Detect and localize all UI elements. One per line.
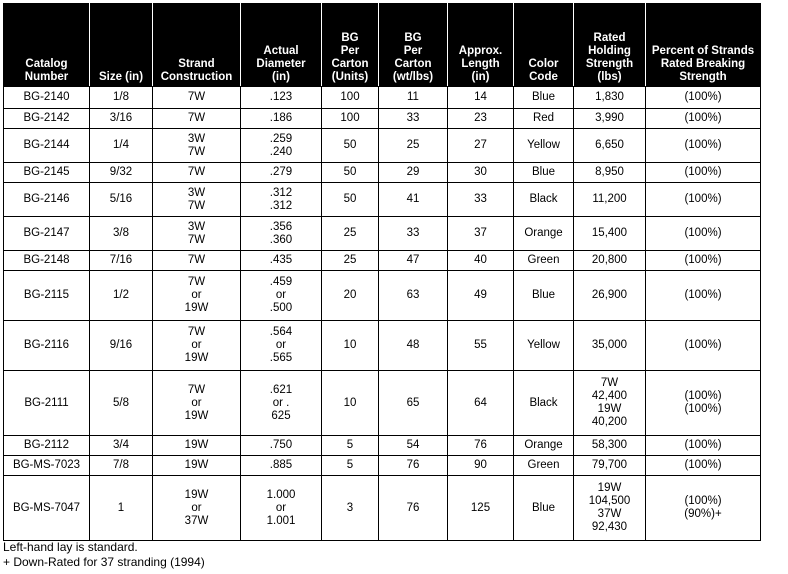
cell-weight-per-carton: 76 <box>379 476 448 541</box>
cell-size: 3/16 <box>90 109 153 129</box>
cell-actual-diameter: .459 or .500 <box>241 271 322 321</box>
cell-actual-diameter: .435 <box>241 251 322 271</box>
cell-units-per-carton: 10 <box>322 371 379 436</box>
cell-percent-breaking-strength: (100%) <box>646 321 761 371</box>
cell-weight-per-carton: 48 <box>379 321 448 371</box>
cell-weight-per-carton: 63 <box>379 271 448 321</box>
cell-units-per-carton: 20 <box>322 271 379 321</box>
cell-units-per-carton: 100 <box>322 109 379 129</box>
cell-percent-breaking-strength: (100%) <box>646 87 761 109</box>
cell-actual-diameter: .356 .360 <box>241 217 322 251</box>
cell-actual-diameter: .123 <box>241 87 322 109</box>
cell-rated-holding-strength: 79,700 <box>574 456 646 476</box>
cell-weight-per-carton: 33 <box>379 109 448 129</box>
cell-size: 1 <box>90 476 153 541</box>
cell-units-per-carton: 25 <box>322 251 379 271</box>
cell-strand-construction: 7W or 19W <box>153 371 241 436</box>
cell-catalog-number: BG-2144 <box>4 129 90 163</box>
header-actual-diameter: Actual Diameter (in) <box>241 4 322 87</box>
cell-catalog-number: BG-MS-7023 <box>4 456 90 476</box>
cell-color-code: Green <box>514 251 574 271</box>
cell-size: 9/32 <box>90 163 153 183</box>
cell-color-code: Yellow <box>514 129 574 163</box>
cell-color-code: Black <box>514 371 574 436</box>
header-rated-holding-strength: Rated Holding Strength (lbs) <box>574 4 646 87</box>
cell-rated-holding-strength: 7W 42,400 19W 40,200 <box>574 371 646 436</box>
cell-strand-construction: 7W <box>153 109 241 129</box>
cell-catalog-number: BG-2115 <box>4 271 90 321</box>
cell-strand-construction: 3W 7W <box>153 129 241 163</box>
cell-actual-diameter: .564 or .565 <box>241 321 322 371</box>
cell-approx-length: 30 <box>448 163 514 183</box>
cell-approx-length: 90 <box>448 456 514 476</box>
cell-units-per-carton: 100 <box>322 87 379 109</box>
table-header-row <box>4 4 761 87</box>
footnotes <box>3 540 205 570</box>
cell-strand-construction: 19W <box>153 456 241 476</box>
table-row <box>4 436 761 456</box>
cell-actual-diameter: .750 <box>241 436 322 456</box>
header-approx-length: Approx. Length (in) <box>448 4 514 87</box>
cell-actual-diameter: .279 <box>241 163 322 183</box>
cell-rated-holding-strength: 20,800 <box>574 251 646 271</box>
cell-size: 1/8 <box>90 87 153 109</box>
table-row <box>4 109 761 129</box>
cell-actual-diameter: 1.000 or 1.001 <box>241 476 322 541</box>
cell-color-code: Blue <box>514 476 574 541</box>
cell-units-per-carton: 5 <box>322 456 379 476</box>
cell-catalog-number: BG-2111 <box>4 371 90 436</box>
cell-rated-holding-strength: 35,000 <box>574 321 646 371</box>
table-row <box>4 217 761 251</box>
cell-approx-length: 23 <box>448 109 514 129</box>
cell-weight-per-carton: 25 <box>379 129 448 163</box>
cell-actual-diameter: .621 or . 625 <box>241 371 322 436</box>
cell-weight-per-carton: 76 <box>379 456 448 476</box>
cell-rated-holding-strength: 3,990 <box>574 109 646 129</box>
cell-actual-diameter: .186 <box>241 109 322 129</box>
cell-size: 1/4 <box>90 129 153 163</box>
table-row <box>4 183 761 217</box>
cell-units-per-carton: 50 <box>322 183 379 217</box>
cell-color-code: Black <box>514 183 574 217</box>
cell-units-per-carton: 5 <box>322 436 379 456</box>
cell-percent-breaking-strength: (100%) <box>646 217 761 251</box>
cell-percent-breaking-strength: (100%) (100%) <box>646 371 761 436</box>
table-body <box>4 87 761 541</box>
cell-strand-construction: 19W <box>153 436 241 456</box>
header-color-code: Color Code <box>514 4 574 87</box>
table-row <box>4 129 761 163</box>
cell-rated-holding-strength: 26,900 <box>574 271 646 321</box>
table-row <box>4 271 761 321</box>
table-row <box>4 321 761 371</box>
cell-approx-length: 125 <box>448 476 514 541</box>
footnote-lay: Left-hand lay is standard. <box>3 540 138 554</box>
cell-percent-breaking-strength: (100%) <box>646 109 761 129</box>
cell-color-code: Blue <box>514 87 574 109</box>
cell-rated-holding-strength: 15,400 <box>574 217 646 251</box>
cell-size: 3/8 <box>90 217 153 251</box>
header-weight-per-carton: BG Per Carton (wt/lbs) <box>379 4 448 87</box>
cell-color-code: Red <box>514 109 574 129</box>
strand-specifications-table <box>3 3 761 541</box>
table-row <box>4 476 761 541</box>
cell-approx-length: 37 <box>448 217 514 251</box>
cell-size: 5/16 <box>90 183 153 217</box>
cell-weight-per-carton: 33 <box>379 217 448 251</box>
cell-percent-breaking-strength: (100%) <box>646 456 761 476</box>
table-row <box>4 456 761 476</box>
cell-size: 1/2 <box>90 271 153 321</box>
cell-percent-breaking-strength: (100%) <box>646 271 761 321</box>
header-size: Size (in) <box>90 4 153 87</box>
cell-approx-length: 27 <box>448 129 514 163</box>
cell-rated-holding-strength: 19W 104,500 37W 92,430 <box>574 476 646 541</box>
cell-units-per-carton: 3 <box>322 476 379 541</box>
cell-size: 7/16 <box>90 251 153 271</box>
cell-approx-length: 49 <box>448 271 514 321</box>
cell-catalog-number: BG-2148 <box>4 251 90 271</box>
header-percent-breaking-strength: Percent of Strands Rated Breaking Strength <box>646 4 761 87</box>
table-row <box>4 163 761 183</box>
cell-catalog-number: BG-2140 <box>4 87 90 109</box>
cell-catalog-number: BG-2145 <box>4 163 90 183</box>
cell-catalog-number: BG-2142 <box>4 109 90 129</box>
cell-approx-length: 76 <box>448 436 514 456</box>
cell-weight-per-carton: 54 <box>379 436 448 456</box>
cell-strand-construction: 3W 7W <box>153 183 241 217</box>
cell-actual-diameter: .885 <box>241 456 322 476</box>
cell-approx-length: 64 <box>448 371 514 436</box>
cell-rated-holding-strength: 11,200 <box>574 183 646 217</box>
cell-percent-breaking-strength: (100%) <box>646 183 761 217</box>
cell-units-per-carton: 50 <box>322 163 379 183</box>
cell-catalog-number: BG-MS-7047 <box>4 476 90 541</box>
cell-weight-per-carton: 65 <box>379 371 448 436</box>
cell-strand-construction: 7W or 19W <box>153 271 241 321</box>
header-strand-construction: Strand Construction <box>153 4 241 87</box>
header-units-per-carton: BG Per Carton (Units) <box>322 4 379 87</box>
header-catalog-number: Catalog Number <box>4 4 90 87</box>
cell-strand-construction: 7W <box>153 87 241 109</box>
cell-actual-diameter: .259 .240 <box>241 129 322 163</box>
table-row <box>4 371 761 436</box>
cell-units-per-carton: 50 <box>322 129 379 163</box>
cell-units-per-carton: 25 <box>322 217 379 251</box>
cell-approx-length: 55 <box>448 321 514 371</box>
cell-color-code: Orange <box>514 217 574 251</box>
cell-strand-construction: 7W or 19W <box>153 321 241 371</box>
cell-weight-per-carton: 47 <box>379 251 448 271</box>
cell-catalog-number: BG-2116 <box>4 321 90 371</box>
table-row <box>4 251 761 271</box>
cell-catalog-number: BG-2147 <box>4 217 90 251</box>
cell-size: 7/8 <box>90 456 153 476</box>
cell-percent-breaking-strength: (100%) (90%)+ <box>646 476 761 541</box>
cell-approx-length: 40 <box>448 251 514 271</box>
cell-weight-per-carton: 11 <box>379 87 448 109</box>
cell-rated-holding-strength: 6,650 <box>574 129 646 163</box>
cell-units-per-carton: 10 <box>322 321 379 371</box>
cell-rated-holding-strength: 1,830 <box>574 87 646 109</box>
cell-color-code: Green <box>514 456 574 476</box>
cell-weight-per-carton: 41 <box>379 183 448 217</box>
cell-catalog-number: BG-2112 <box>4 436 90 456</box>
cell-size: 3/4 <box>90 436 153 456</box>
cell-approx-length: 14 <box>448 87 514 109</box>
cell-color-code: Blue <box>514 271 574 321</box>
cell-rated-holding-strength: 58,300 <box>574 436 646 456</box>
cell-percent-breaking-strength: (100%) <box>646 436 761 456</box>
cell-color-code: Yellow <box>514 321 574 371</box>
cell-strand-construction: 7W <box>153 251 241 271</box>
cell-actual-diameter: .312 .312 <box>241 183 322 217</box>
cell-catalog-number: BG-2146 <box>4 183 90 217</box>
cell-weight-per-carton: 29 <box>379 163 448 183</box>
cell-percent-breaking-strength: (100%) <box>646 163 761 183</box>
cell-color-code: Blue <box>514 163 574 183</box>
cell-rated-holding-strength: 8,950 <box>574 163 646 183</box>
cell-strand-construction: 7W <box>153 163 241 183</box>
cell-approx-length: 33 <box>448 183 514 217</box>
cell-strand-construction: 3W 7W <box>153 217 241 251</box>
cell-percent-breaking-strength: (100%) <box>646 251 761 271</box>
cell-size: 9/16 <box>90 321 153 371</box>
cell-color-code: Orange <box>514 436 574 456</box>
table-row <box>4 87 761 109</box>
footnote-down-rated: + Down-Rated for 37 stranding (1994) <box>3 555 205 569</box>
cell-size: 5/8 <box>90 371 153 436</box>
cell-percent-breaking-strength: (100%) <box>646 129 761 163</box>
cell-strand-construction: 19W or 37W <box>153 476 241 541</box>
